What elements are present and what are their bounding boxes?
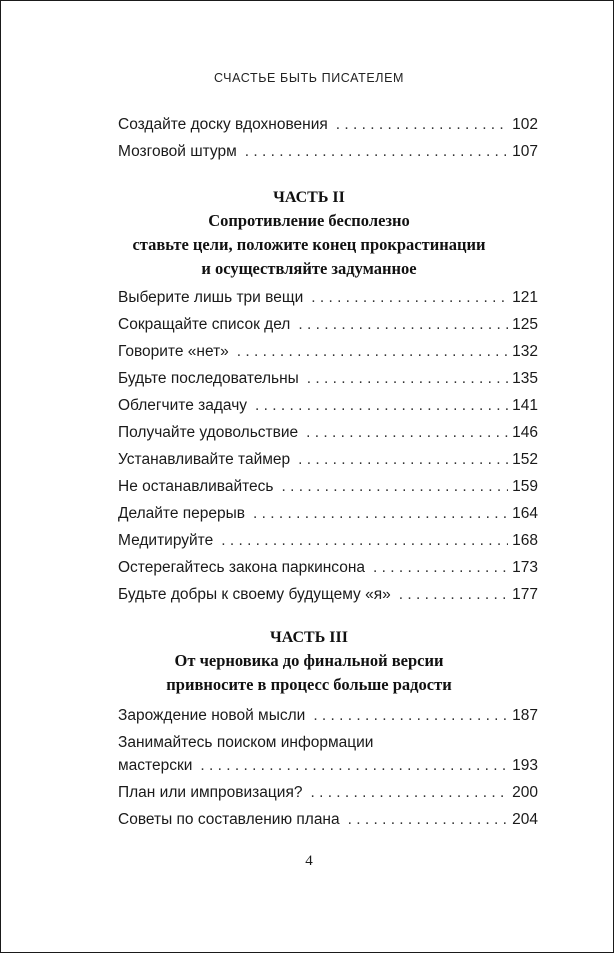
toc-entry — [118, 783, 538, 803]
toc-entry-page: 173 — [512, 559, 538, 576]
toc-entry-title: Не останавливайтесь — [118, 478, 274, 495]
toc-entry-page: 152 — [512, 451, 538, 468]
toc-entry — [118, 115, 538, 135]
toc-entry-title: Получайте удовольствие — [118, 424, 299, 441]
leader-dots — [336, 115, 508, 135]
toc-entry — [118, 477, 538, 497]
toc-entry-title: Создайте доску вдохновения — [118, 116, 328, 133]
leader-dots — [348, 810, 509, 830]
running-head: СЧАСТЬЕ БЫТЬ ПИСАТЕЛЕМ — [213, 71, 405, 85]
toc-entry-title: Сокращайте список дел — [118, 316, 291, 333]
toc-entry — [118, 504, 538, 524]
leader-dots — [282, 477, 509, 497]
toc-entry-page: 168 — [512, 532, 538, 549]
toc-entry-title: Зарождение новой мысли — [118, 707, 306, 724]
toc-entry — [118, 142, 538, 162]
toc-entry — [118, 342, 538, 362]
toc-entry — [118, 531, 538, 551]
toc-entry-title: Выберите лишь три вещи — [118, 289, 304, 306]
leader-dots — [298, 315, 508, 335]
part-subtitle-line: ставьте цели, положите конец прокрастинации — [132, 235, 486, 254]
toc-entry — [118, 706, 538, 726]
toc-entry-page: 204 — [512, 811, 538, 828]
leader-dots — [311, 288, 508, 308]
toc-entry-title: Мозговой штурм — [118, 143, 237, 160]
page-number: 4 — [305, 853, 313, 869]
toc-entry-page: 107 — [512, 143, 538, 160]
toc-entry-title: Советы по составлению плана — [118, 811, 340, 828]
part-heading: ЧАСТЬ II — [273, 189, 345, 206]
toc-entry-title: Говорите «нет» — [118, 343, 229, 360]
toc-entry-title: План или импровизация? — [118, 784, 303, 801]
toc-entry — [118, 423, 538, 443]
toc-entry-title: Делайте перерыв — [118, 505, 246, 522]
part-subtitle-line: От черновика до финальной версии — [174, 651, 444, 670]
leader-dots — [373, 558, 508, 578]
toc-entry-title: Остерегайтесь закона паркинсона — [118, 559, 366, 576]
toc-entry-page: 125 — [512, 316, 538, 333]
part-heading: ЧАСТЬ III — [270, 629, 348, 646]
part-subtitle-line: привносите в процесс больше радости — [166, 675, 452, 694]
toc-entry-title: Облегчите задачу — [118, 397, 248, 414]
toc-entry — [118, 288, 538, 308]
leader-dots — [253, 504, 508, 524]
toc-entry — [118, 756, 538, 776]
toc-entry-page: 135 — [512, 370, 538, 387]
toc-entry-title: Будьте последовательны — [118, 370, 299, 387]
toc-entry-page: 164 — [512, 505, 538, 522]
toc-entry-title: Будьте добры к своему будущему «я» — [118, 586, 391, 603]
toc-entry — [118, 585, 538, 605]
toc-entry-title: мастерски — [118, 757, 193, 774]
part-subtitle-line: Сопротивление бесполезно — [208, 211, 410, 230]
toc-entry-title: Медитируйте — [118, 532, 214, 549]
toc-entry-title: Занимайтесь поиском информации — [118, 734, 374, 751]
toc-entry-page: 187 — [512, 707, 538, 724]
leader-dots — [306, 423, 508, 443]
leader-dots — [313, 706, 508, 726]
leader-dots — [307, 369, 508, 389]
leader-dots — [200, 756, 508, 776]
toc-entry — [118, 396, 538, 416]
toc-entry-page: 102 — [512, 116, 538, 133]
toc-entry-page: 193 — [512, 757, 538, 774]
leader-dots — [245, 142, 508, 162]
toc-entry-page: 121 — [512, 289, 538, 306]
part-subtitle-line: и осуществляйте задуманное — [201, 259, 417, 278]
toc-entry — [118, 315, 538, 335]
toc-entry-page: 146 — [512, 424, 538, 441]
toc-entry-page: 159 — [512, 478, 538, 495]
toc-entry — [118, 450, 538, 470]
leader-dots — [399, 585, 508, 605]
leader-dots — [310, 783, 508, 803]
toc-entry — [118, 369, 538, 389]
toc-entry-title: Устанавливайте таймер — [118, 451, 291, 468]
toc-entry-page: 177 — [512, 586, 538, 603]
toc-entry — [118, 558, 538, 578]
toc-entry-page: 200 — [512, 784, 538, 801]
leader-dots — [237, 342, 508, 362]
leader-dots — [221, 531, 508, 551]
toc-entry-page: 141 — [512, 397, 538, 414]
toc-entry-page: 132 — [512, 343, 538, 360]
leader-dots — [255, 396, 508, 416]
toc-entry — [118, 810, 538, 830]
leader-dots — [298, 450, 508, 470]
